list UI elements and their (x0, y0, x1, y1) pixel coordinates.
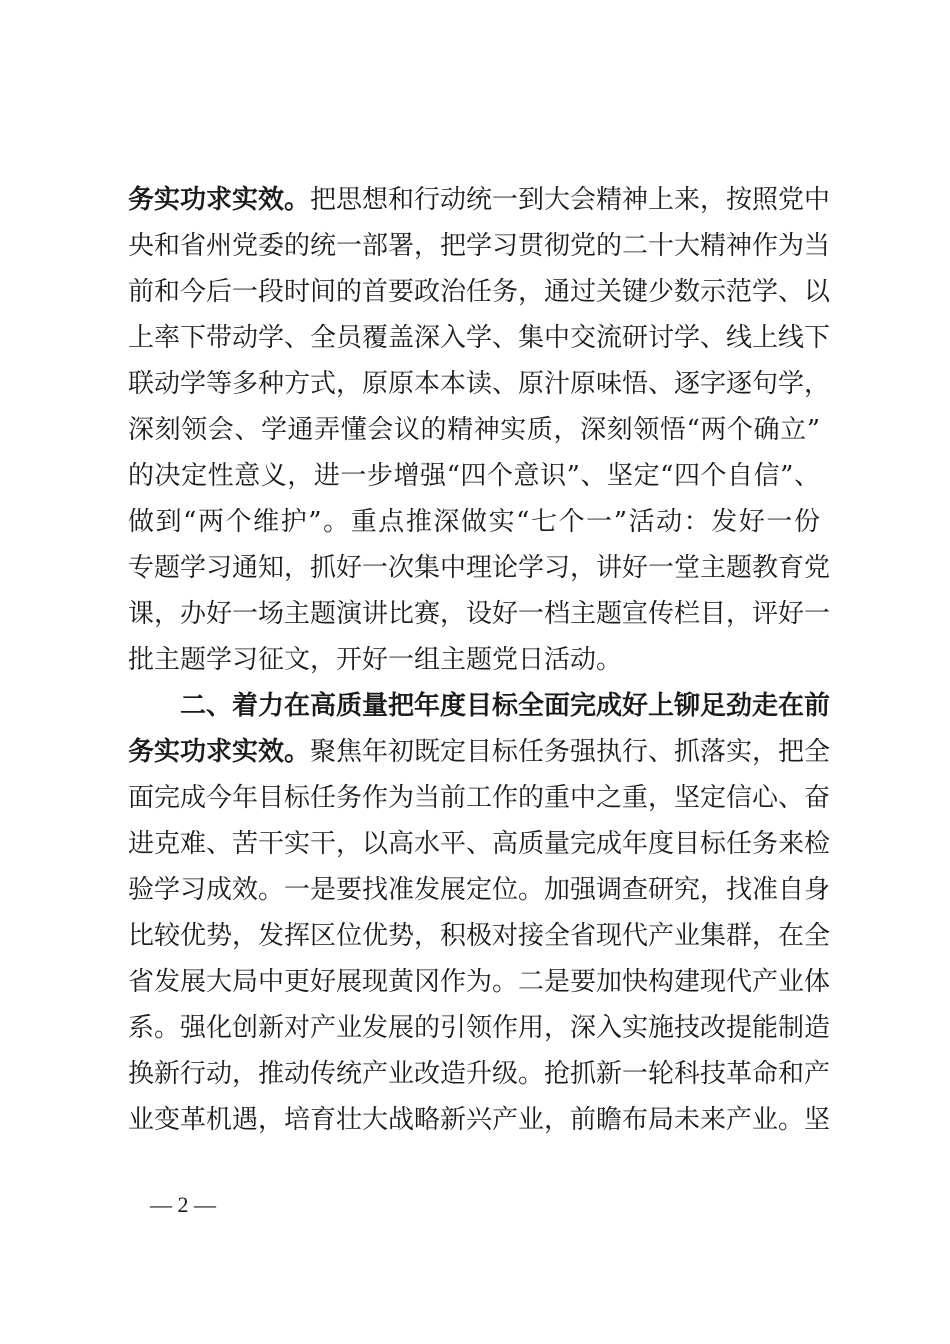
text-line (128, 318, 831, 358)
text-line (128, 824, 831, 864)
text-line (128, 272, 831, 312)
text-line (128, 870, 831, 910)
text-line (128, 548, 831, 588)
text-line (128, 778, 831, 818)
text-line (128, 732, 831, 772)
body-text-span: 联动学等多种方式，原原本本读、原汁原味悟、逐字逐句学， (128, 369, 831, 399)
body-text-span: 专题学习通知，抓好一次集中理论学习，讲好一堂主题教育党 (128, 553, 831, 583)
bold-heading-text: 二、着力在高质量把年度目标全面完成好上铆足劲走在前 (180, 691, 831, 721)
body-text-span: 验学习成效。一是要找准发展定位。加强调查研究，找准自身 (128, 875, 831, 905)
body-text-span: 聚焦年初既定目标任务强执行、抓落实，把全 (310, 737, 831, 767)
text-line (180, 686, 831, 726)
body-text-span: 课，办好一场主题演讲比赛，设好一档主题宣传栏目，评好一 (128, 599, 831, 629)
body-text-span: 业变革机遇，培育壮大战略新兴产业，前瞻布局未来产业。坚 (128, 1105, 831, 1135)
body-text-span: 比较优势，发挥区位优势，积极对接全省现代产业集群，在全 (128, 921, 831, 951)
text-line (128, 962, 831, 1002)
body-text-span: 系。强化创新对产业发展的引领作用，深入实施技改提能制造 (128, 1013, 831, 1043)
body-text-span: 上率下带动学、全员覆盖深入学、集中交流研讨学、线上线下 (128, 323, 831, 353)
text-line (128, 502, 820, 542)
page-number: — 2 — (150, 1192, 216, 1217)
bold-heading-text: 务实功求实效。 (128, 185, 311, 215)
text-line (128, 1008, 831, 1048)
body-text-span: 进克难、苦干实干，以高水平、高质量完成年度目标任务来检 (128, 829, 831, 859)
text-line (128, 1054, 831, 1094)
text-line (128, 456, 820, 496)
body-text-span: 前和今后一段时间的首要政治任务，通过关键少数示范学、以 (128, 277, 831, 307)
body-text-span: 深刻领会、学通弄懂会议的精神实质，深刻领悟“两个确立” (128, 415, 820, 445)
bold-heading-text: 务实功求实效。 (128, 737, 311, 767)
body-text-span: 批主题学习征文，开好一组主题党日活动。 (128, 645, 623, 675)
text-line (128, 916, 831, 956)
text-line (128, 594, 831, 634)
text-line (128, 180, 831, 220)
text-line (128, 1100, 831, 1140)
body-text-span: 省发展大局中更好展现黄冈作为。二是要加快构建现代产业体 (128, 967, 831, 997)
text-line (128, 226, 831, 266)
text-line (128, 640, 820, 680)
body-text-span: 央和省州党委的统一部署，把学习贯彻党的二十大精神作为当 (128, 231, 831, 261)
body-text-span: 面完成今年目标任务作为当前工作的重中之重，坚定信心、奋 (128, 783, 831, 813)
body-text-span: 的决定性意义，进一步增强“四个意识”、坚定“四个自信”、 (128, 461, 820, 491)
text-line (128, 410, 820, 450)
text-line (128, 364, 831, 404)
body-text-span: 换新行动，推动传统产业改造升级。抢抓新一轮科技革命和产 (128, 1059, 831, 1089)
body-text-span: 把思想和行动统一到大会精神上来，按照党中 (310, 185, 831, 215)
body-text-span: 做到“两个维护”。重点推深做实“七个一”活动：发好一份 (128, 507, 820, 537)
